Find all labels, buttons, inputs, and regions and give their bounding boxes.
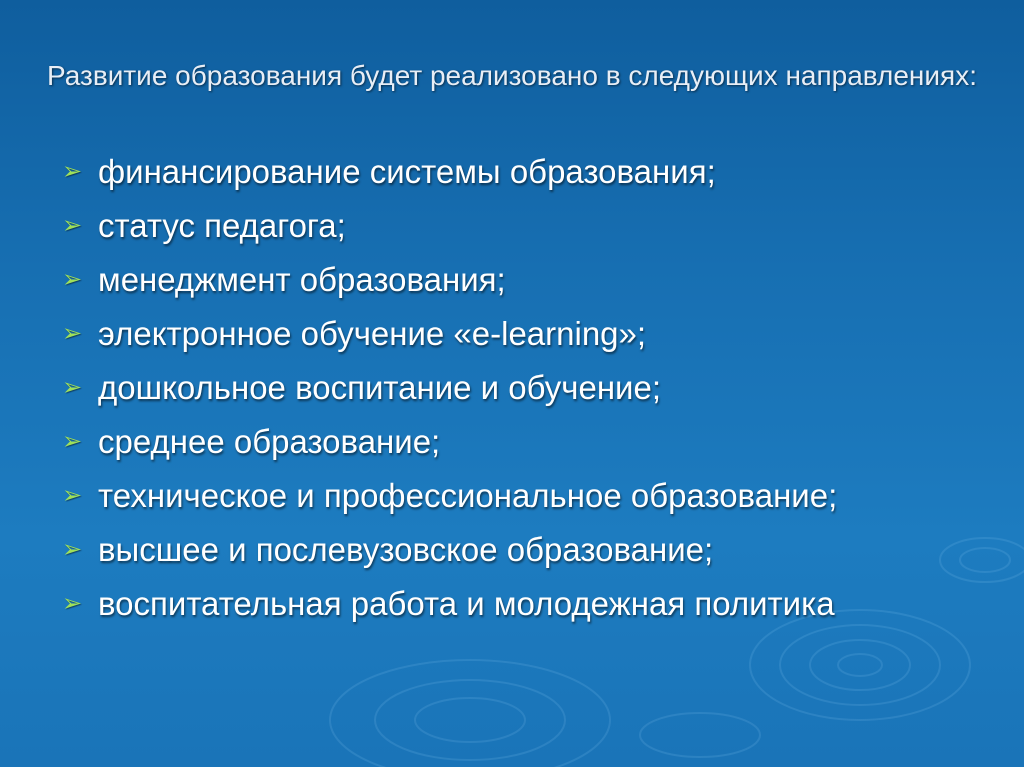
list-item — [62, 152, 962, 192]
arrow-chevron-icon: ➢ — [62, 266, 83, 293]
bullet-text: финансирование системы образования; — [98, 153, 716, 190]
list-item — [62, 584, 962, 624]
arrow-chevron-icon: ➢ — [62, 482, 83, 509]
arrow-chevron-icon: ➢ — [62, 320, 83, 347]
bullet-list — [62, 152, 962, 638]
bullet-text: статус педагога; — [98, 207, 346, 244]
arrow-chevron-icon: ➢ — [62, 428, 83, 455]
bullet-text: электронное обучение «e-learning»; — [98, 315, 647, 352]
bullet-text: дошкольное воспитание и обучение; — [98, 369, 662, 406]
bullet-text: среднее образование; — [98, 423, 441, 460]
arrow-chevron-icon: ➢ — [62, 374, 83, 401]
list-item — [62, 260, 962, 300]
arrow-chevron-icon: ➢ — [62, 536, 83, 563]
slide-title: Развитие образования будет реализовано в следующих направлениях: — [47, 60, 977, 91]
list-item — [62, 368, 962, 408]
bullet-text: высшее и послевузовское образование; — [98, 531, 714, 568]
list-item — [62, 476, 962, 516]
list-item — [62, 422, 962, 462]
list-item — [62, 530, 962, 570]
bullet-text: менеджмент образования; — [98, 261, 506, 298]
list-item — [62, 314, 962, 354]
bullet-text: воспитательная работа и молодежная политика — [98, 585, 835, 622]
list-item — [62, 206, 962, 246]
arrow-chevron-icon: ➢ — [62, 158, 83, 185]
bullet-text: техническое и профессиональное образование; — [98, 477, 838, 514]
arrow-chevron-icon: ➢ — [62, 590, 83, 617]
arrow-chevron-icon: ➢ — [62, 212, 83, 239]
